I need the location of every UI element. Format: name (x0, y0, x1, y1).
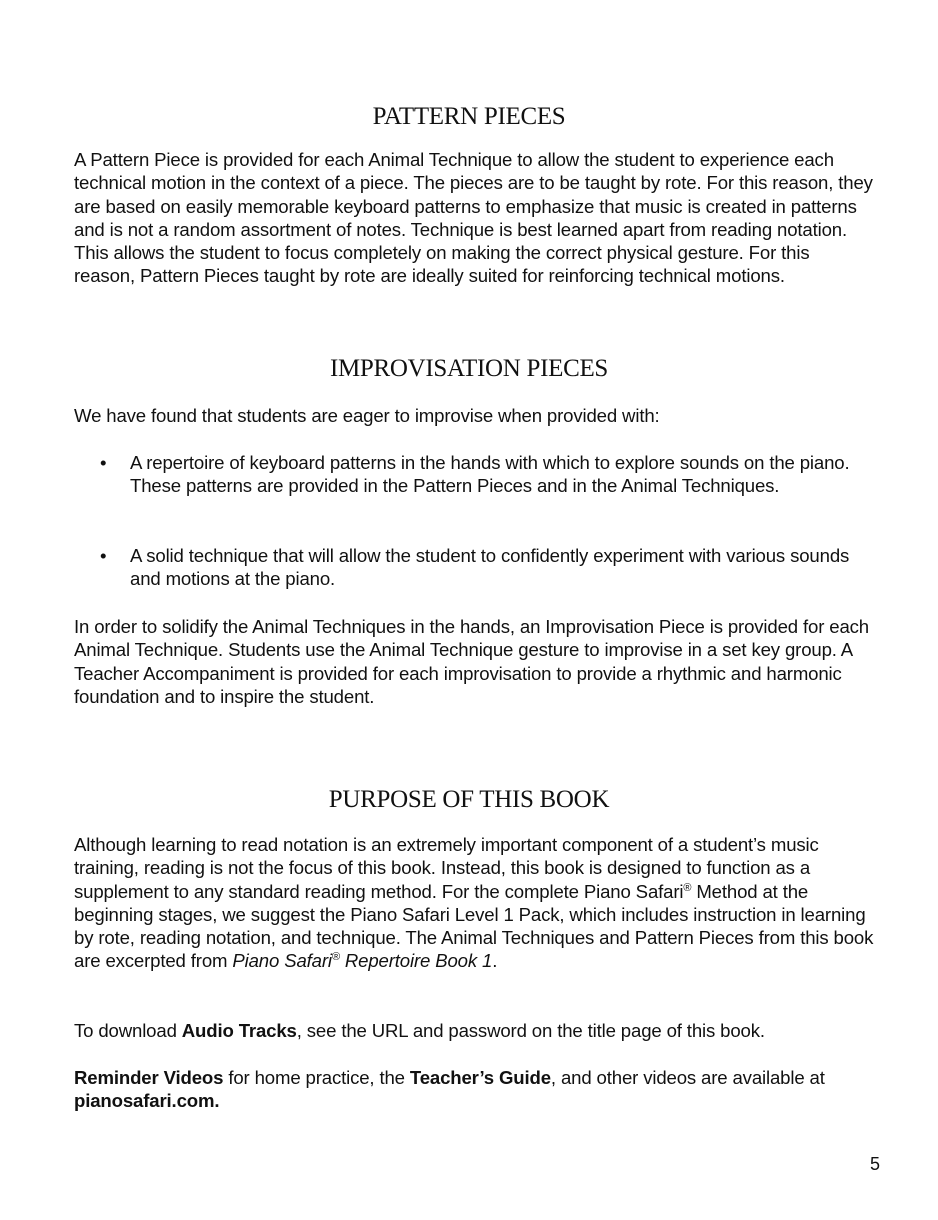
website-link: pianosafari.com. (74, 1090, 220, 1112)
purpose-text: Although learning to read notation is an extremely important component of a student’s music training, reading is not the focus of this book. Instead, this book is designed to function as a supplement to any standard reading method. For the complete Piano Safari (74, 834, 819, 902)
bullet-text: A solid technique that will allow the student to confidently experiment with various sounds and motions at the piano. (130, 545, 850, 590)
audio-tracks-label: Audio Tracks (181, 1020, 297, 1041)
improvisation-pieces-heading: IMPROVISATION PIECES (329, 355, 609, 382)
book-title: Piano Safari® Repertoire Book 1 (232, 950, 493, 972)
bullet-icon: • (100, 545, 107, 566)
registered-mark: ® (331, 951, 340, 964)
purpose-text: . (492, 950, 498, 972)
purpose-paragraph (74, 833, 874, 973)
pattern-pieces-heading: PATTERN PIECES (372, 103, 566, 130)
reminder-videos-paragraph: Reminder Videos for home practice, the Teacher’s Guide, and other videos are available at pianosafari.com. (74, 1067, 825, 1112)
pattern-pieces-paragraph: A Pattern Piece is provided for each Animal Technique to allow the student to experience each technical motion in the context of a piece. The pieces are to be taught by rote. For this reason, they are based on easily memorable keyboard patterns to emphasize that music is created in patterns and is not a random assortment of notes. Technique is best learned apart from reading notation. This allows the student to focus completely on making the correct physical gesture. For this reason, Pattern Pieces taught by rote are ideally suited for reinforcing technical motions. (74, 149, 873, 287)
reminder-videos-label: Reminder Videos (74, 1067, 224, 1088)
improvisation-intro-paragraph: We have found that students are eager to improvise when provided with: (74, 405, 660, 426)
purpose-heading: PURPOSE OF THIS BOOK (328, 786, 610, 813)
bullet-icon: • (100, 452, 107, 473)
registered-mark: ® (683, 881, 692, 894)
bullet-text: A repertoire of keyboard patterns in the hands with which to explore sounds on the piano. These patterns are provided in the Pattern Pieces and in the Animal Techniques. (130, 452, 850, 497)
improvisation-paragraph: In order to solidify the Animal Techniques in the hands, an Improvisation Piece is provided for each Animal Technique. Students use the Animal Technique gesture to improvise in a set key group. A Teacher Accompaniment is provided for each improvisation to provide a rhythmic and harmonic foundation and to inspire the student. (74, 616, 869, 707)
teachers-guide-label: Teacher’s Guide (409, 1067, 551, 1088)
purpose-text: Method at the beginning stages, we suggest the Piano Safari Level 1 Pack, which includes instruction in learning by rote, reading notation, and technique. The Animal Techniques and Pattern Pieces from this book are excerpted from (74, 880, 874, 972)
page-number: 5 (870, 1154, 881, 1174)
audio-tracks-paragraph: To download Audio Tracks, see the URL and password on the title page of this book. (74, 1020, 765, 1041)
